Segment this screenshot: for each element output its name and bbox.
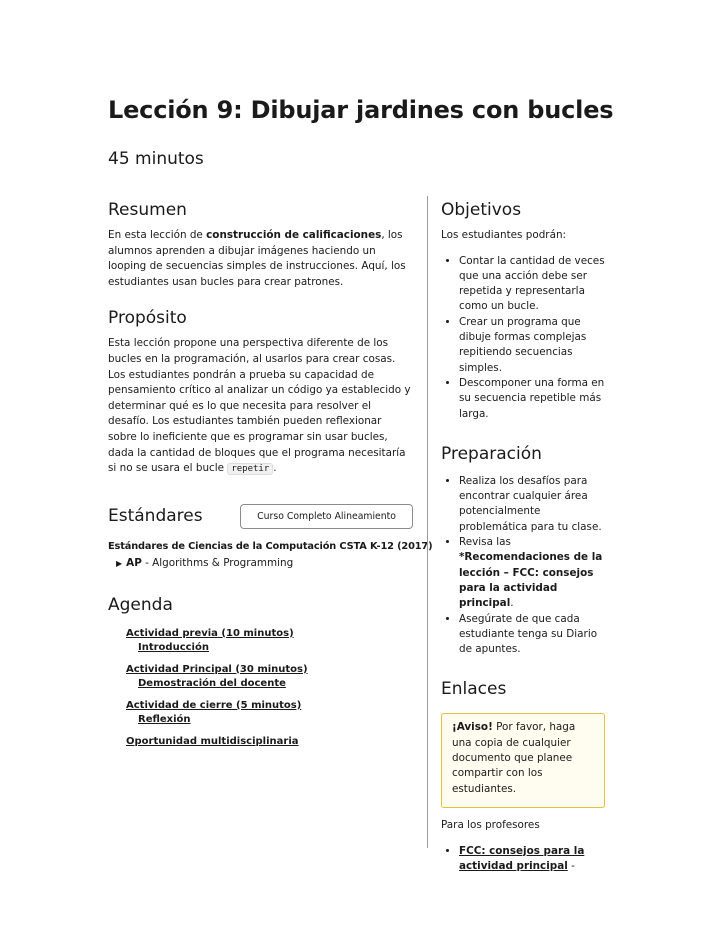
agenda-sub-link[interactable]: Introducción	[138, 641, 209, 653]
summary-bold-term: construcción de calificaciones	[206, 229, 382, 241]
preparation-text-part: Revisa las	[459, 536, 511, 549]
agenda-item	[126, 735, 413, 749]
agenda-link[interactable]: Oportunidad multidisciplinaria	[126, 735, 299, 747]
purpose-text-part: .	[273, 462, 277, 475]
standard-item-text: - Algorithms & Programming	[141, 556, 294, 569]
preparation-heading: Preparación	[441, 443, 542, 464]
right-column	[441, 200, 611, 874]
preparation-item	[459, 535, 611, 611]
preparation-text-part: .	[510, 597, 514, 610]
summary-text-part: En esta lección de	[108, 229, 207, 241]
notice-text: Por favor, haga una copia de cualquier documento que planee compartir con los estudiantes.	[452, 721, 576, 795]
summary-section	[108, 200, 413, 290]
notice-label: ¡Aviso!	[452, 721, 493, 734]
preparation-item: • Realiza los desafíos para encontrar cualquier área potencialmente problemática para tu clase.	[459, 474, 611, 535]
preparation-section	[441, 444, 611, 658]
notice-box	[441, 713, 605, 807]
purpose-section	[108, 308, 413, 477]
links-section	[441, 679, 611, 874]
agenda-link[interactable]: Actividad de cierre (5 minutos)	[126, 699, 302, 711]
objective-item: • Descomponer una forma en su secuencia repetible más larga.	[459, 376, 611, 422]
triangle-right-icon: ▶	[116, 558, 123, 568]
standards-section	[108, 504, 433, 569]
teacher-links-list	[441, 844, 611, 875]
summary-text	[108, 228, 413, 290]
preparation-list	[441, 474, 611, 658]
agenda-sub-link[interactable]: Demostración del docente	[138, 677, 286, 689]
agenda-link[interactable]: Actividad previa (10 minutos)	[126, 627, 294, 639]
objectives-heading: Objetivos	[441, 200, 522, 220]
agenda-item	[126, 627, 413, 655]
full-course-alignment-button[interactable]: Curso Completo Alineamiento	[240, 504, 413, 529]
objective-item: • Crear un programa que dibuje formas complejas repitiendo secuencias simples.	[459, 315, 611, 376]
objectives-section	[441, 200, 611, 422]
standards-group-title: Estándares de Ciencias de la Computación CSTA K-12 (2017)	[108, 540, 433, 552]
links-heading: Enlaces	[441, 679, 507, 700]
repeat-code-snippet: repetir	[227, 463, 273, 475]
agenda-heading: Agenda	[108, 594, 173, 615]
standards-header-row	[108, 504, 413, 529]
summary-text-part: , los alumnos aprenden a dibujar imágenes haciendo un looping de secuencias simples de instrucciones. Aquí, los estudiantes usan bucles para crear patrones.	[108, 229, 406, 288]
agenda-item	[126, 663, 413, 691]
preparation-item: • Asegúrate de que cada estudiante tenga su Diario de apuntes.	[459, 612, 611, 658]
page-title: Lección 9: Dibujar jardines con bucles	[108, 96, 614, 124]
lesson-duration: 45 minutos	[108, 149, 204, 169]
for-teachers-label: Para los profesores	[441, 818, 540, 831]
column-divider	[427, 196, 428, 848]
recommendations-link[interactable]: *Recomendaciones de la lección – FCC: consejos para la actividad principal	[459, 551, 603, 610]
purpose-text-part: Esta lección propone una perspectiva diferente de los bucles en la programación, al usarlos para crear cosas. Los estudiantes pondrán a prueba su capacidad de pensamiento crítico al analizar un código ya establecido y determinar qué es lo que necesita para resolver el desafío. Los estudiantes también pueden reflexionar sobre lo ineficiente que es programar sin usar bucles, dada la cantidad de bloques que el programa necesitaría si no se usara el bucle	[108, 337, 411, 475]
teacher-activity-link[interactable]: FCC: consejos para la actividad principal	[459, 844, 585, 872]
teacher-link-suffix: -	[567, 859, 575, 872]
agenda-sub-link[interactable]: Reflexión	[138, 713, 191, 725]
agenda-item	[126, 699, 413, 727]
left-column	[108, 200, 433, 757]
purpose-text	[108, 336, 413, 477]
summary-heading: Resumen	[108, 200, 187, 220]
agenda-section	[108, 595, 413, 749]
objectives-intro: Los estudiantes podrán:	[441, 229, 567, 241]
standards-heading: Estándares	[108, 506, 203, 527]
agenda-list	[126, 627, 413, 749]
objectives-list	[441, 254, 611, 422]
agenda-link[interactable]: Actividad Principal (30 minutos)	[126, 663, 308, 675]
standard-item-ap[interactable]	[116, 557, 413, 569]
objective-item: • Contar la cantidad de veces que una acción debe ser repetida y representarla como un bucle.	[459, 254, 611, 315]
teacher-link-item	[459, 844, 611, 875]
standard-item-code: AP	[126, 556, 142, 569]
purpose-heading: Propósito	[108, 308, 187, 329]
